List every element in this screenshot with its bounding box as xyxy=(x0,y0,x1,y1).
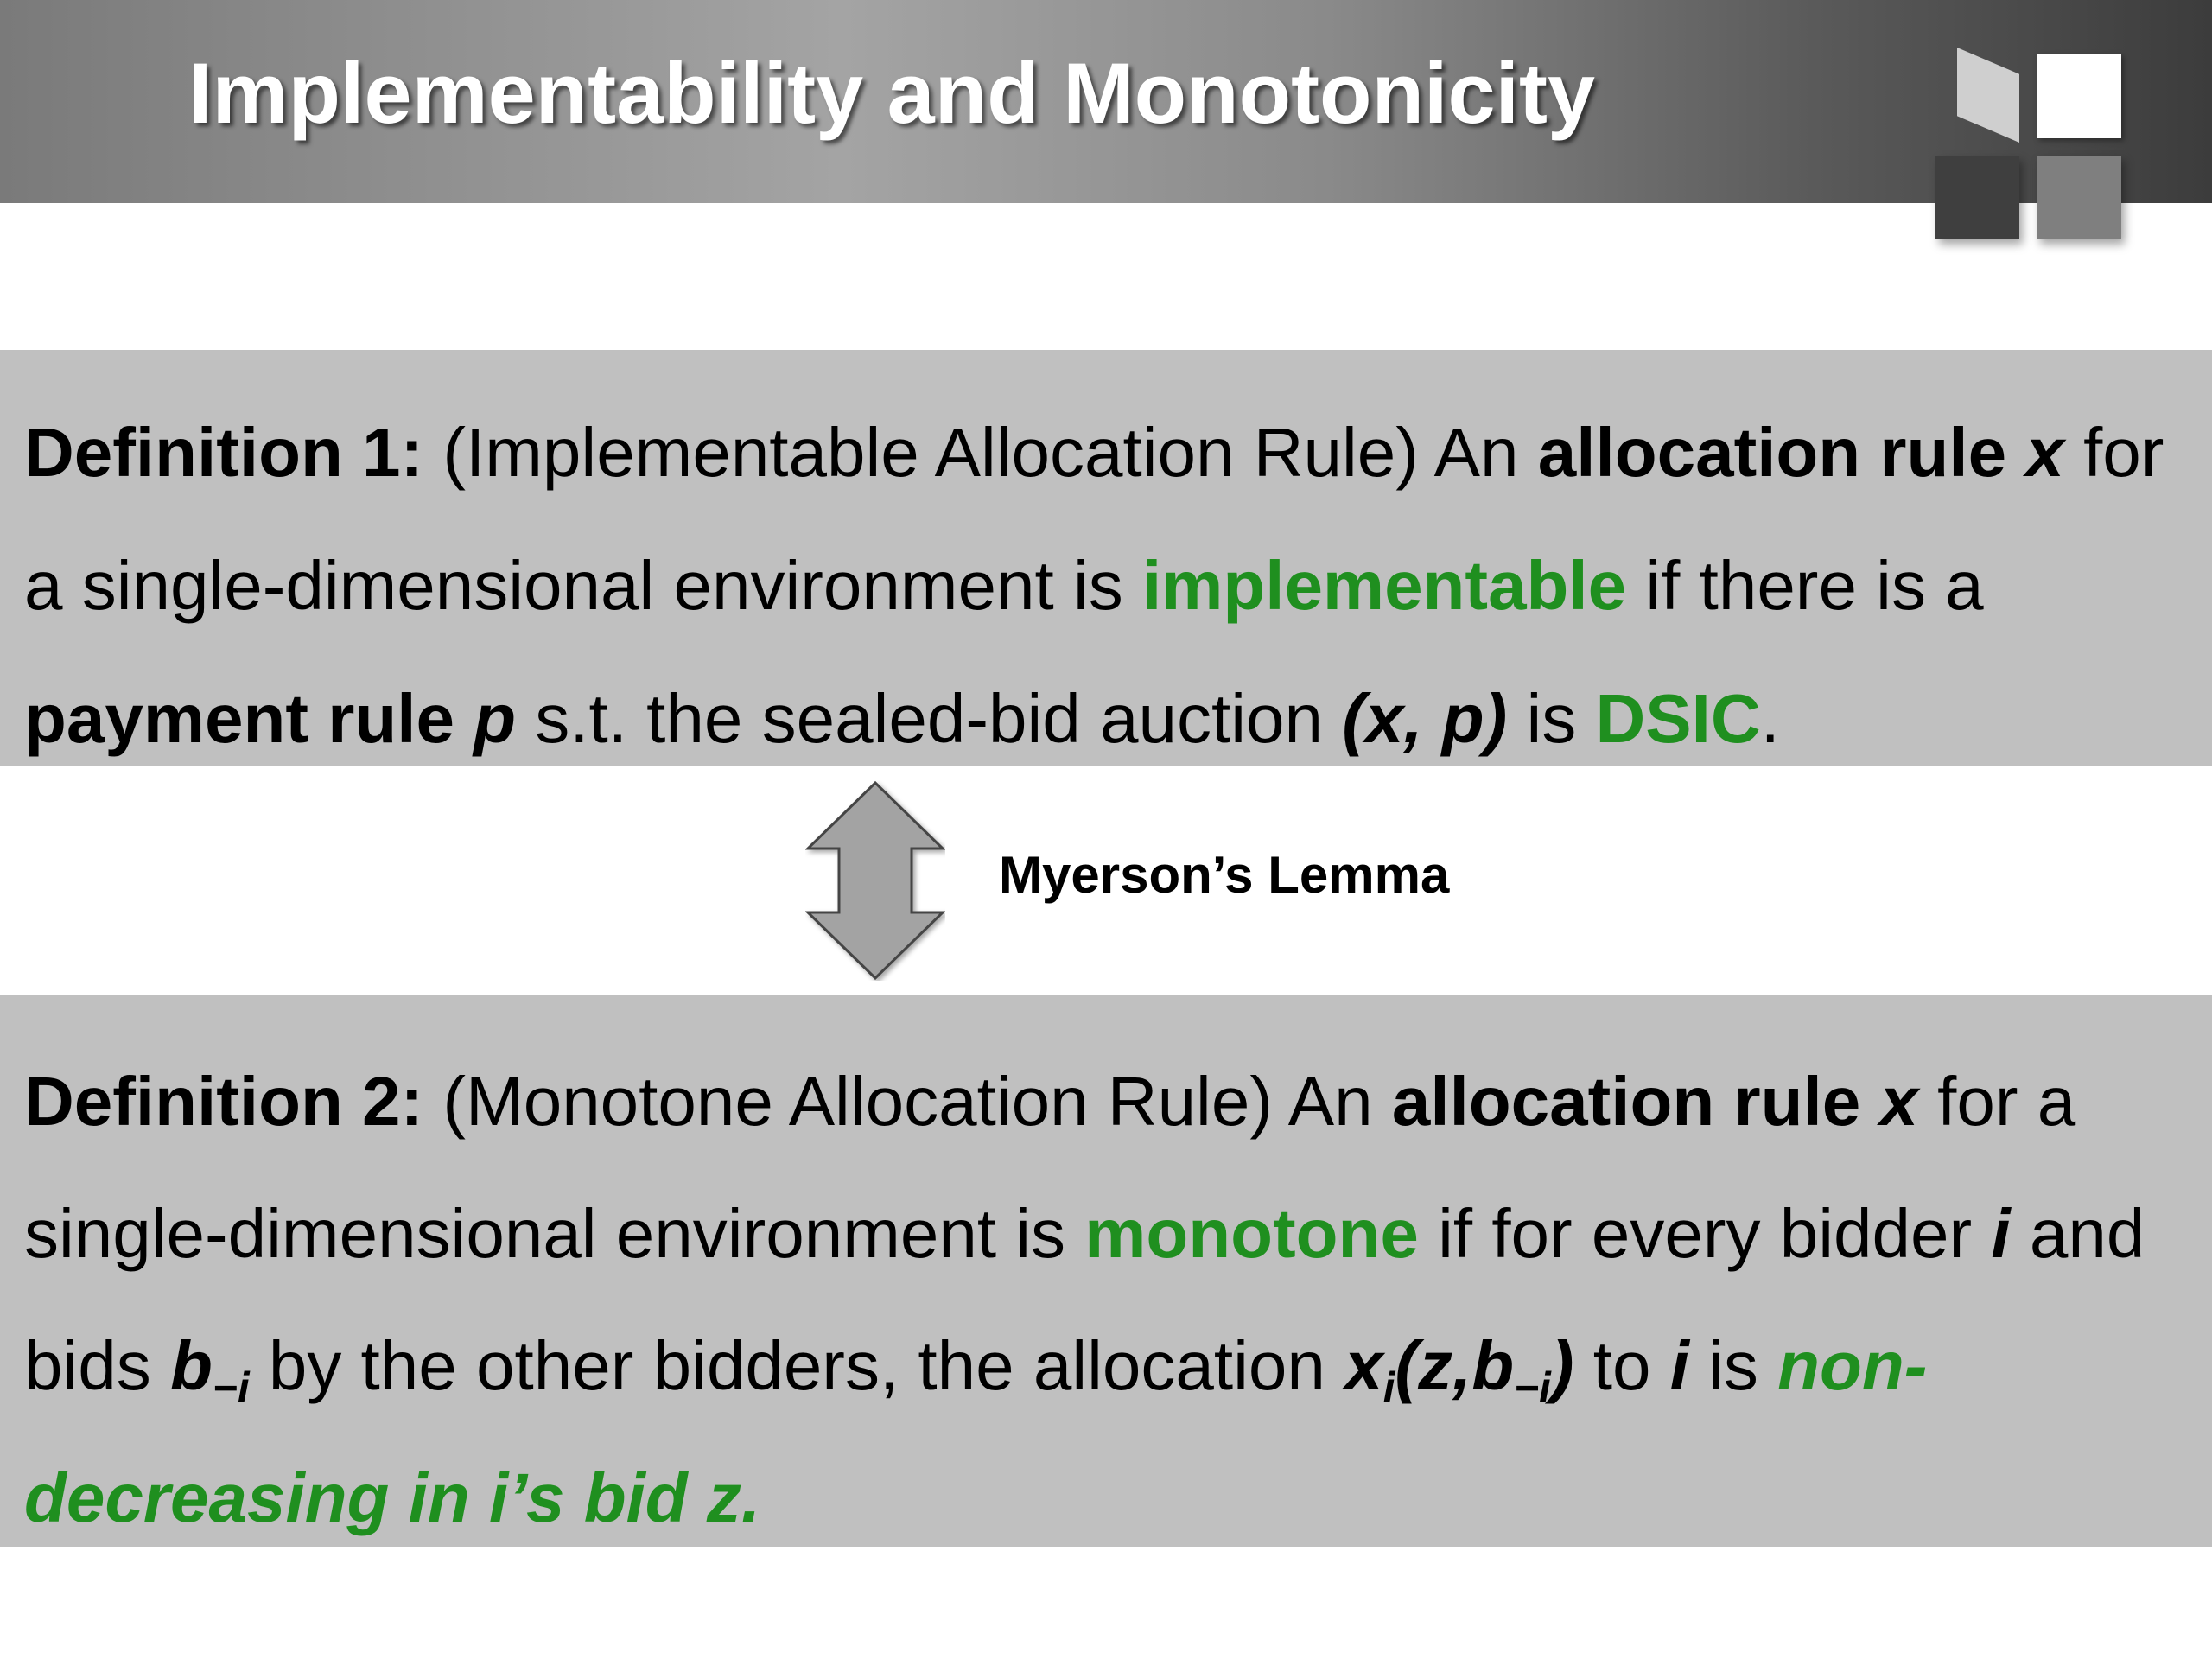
symbol-b-minus-i xyxy=(169,1327,250,1412)
term-non-decreasing: non-decreasing in i’s bid z. xyxy=(24,1327,1928,1536)
title-bar xyxy=(0,0,2212,203)
term-implementable: implementable xyxy=(1141,547,1627,624)
term-allocation-rule: allocation rule xyxy=(1391,1063,1861,1140)
text: if there is a xyxy=(1626,547,1984,624)
text: s.t. the sealed-bid auction xyxy=(516,680,1343,757)
text: is xyxy=(1688,1327,1778,1404)
page-title: Implementability and Monotonicity xyxy=(188,45,1596,141)
text: for a single-dimensional environment is xyxy=(24,414,2164,624)
definition-2-box xyxy=(0,995,2212,1547)
symbol-p: p xyxy=(474,680,517,757)
term-allocation-rule: allocation rule xyxy=(1537,414,2007,491)
subscript-i: i xyxy=(1382,1363,1395,1412)
symbol-xi-z-b-minus-i xyxy=(1344,1327,1574,1412)
symbol-x: x xyxy=(2025,414,2064,491)
term-dsic: DSIC xyxy=(1595,680,1761,757)
definition-2-text xyxy=(24,1035,2195,1564)
text: to xyxy=(1573,1327,1670,1404)
symbol-i: i xyxy=(1991,1195,2011,1272)
symbol-x: x xyxy=(1879,1063,1918,1140)
definition-1-box xyxy=(0,350,2212,766)
term-monotone: monotone xyxy=(1084,1195,1419,1272)
text: (Monotone Allocation Rule) An xyxy=(423,1063,1392,1140)
text: . xyxy=(1760,680,1780,757)
text: by the other bidders, the allocation xyxy=(249,1327,1345,1404)
myersons-lemma-label: Myerson’s Lemma xyxy=(999,846,1450,904)
subscript-minus-i: −i xyxy=(212,1363,250,1412)
symbol-xp: (x, p) xyxy=(1342,680,1508,757)
text: (Implementable Allocation Rule) An xyxy=(423,414,1538,491)
arguments: (z,b xyxy=(1395,1327,1515,1404)
symbol-x: x xyxy=(1344,1327,1383,1404)
definition-1-text xyxy=(24,386,2195,785)
symbol-i: i xyxy=(1669,1327,1689,1404)
definition-1-label: Definition 1: xyxy=(24,414,424,491)
symbol-b: b xyxy=(169,1327,213,1404)
close-paren: ) xyxy=(1550,1327,1574,1404)
text: and bids xyxy=(24,1195,2145,1404)
definition-2-label: Definition 2: xyxy=(24,1063,424,1140)
term-payment-rule: payment rule xyxy=(24,680,454,757)
text: is xyxy=(1507,680,1596,757)
text: for a single-dimensional environment is xyxy=(24,1063,2076,1272)
double-headed-arrow-icon xyxy=(805,780,945,981)
text: if for every bidder xyxy=(1418,1195,1992,1272)
subscript-minus-i: −i xyxy=(1514,1363,1551,1412)
